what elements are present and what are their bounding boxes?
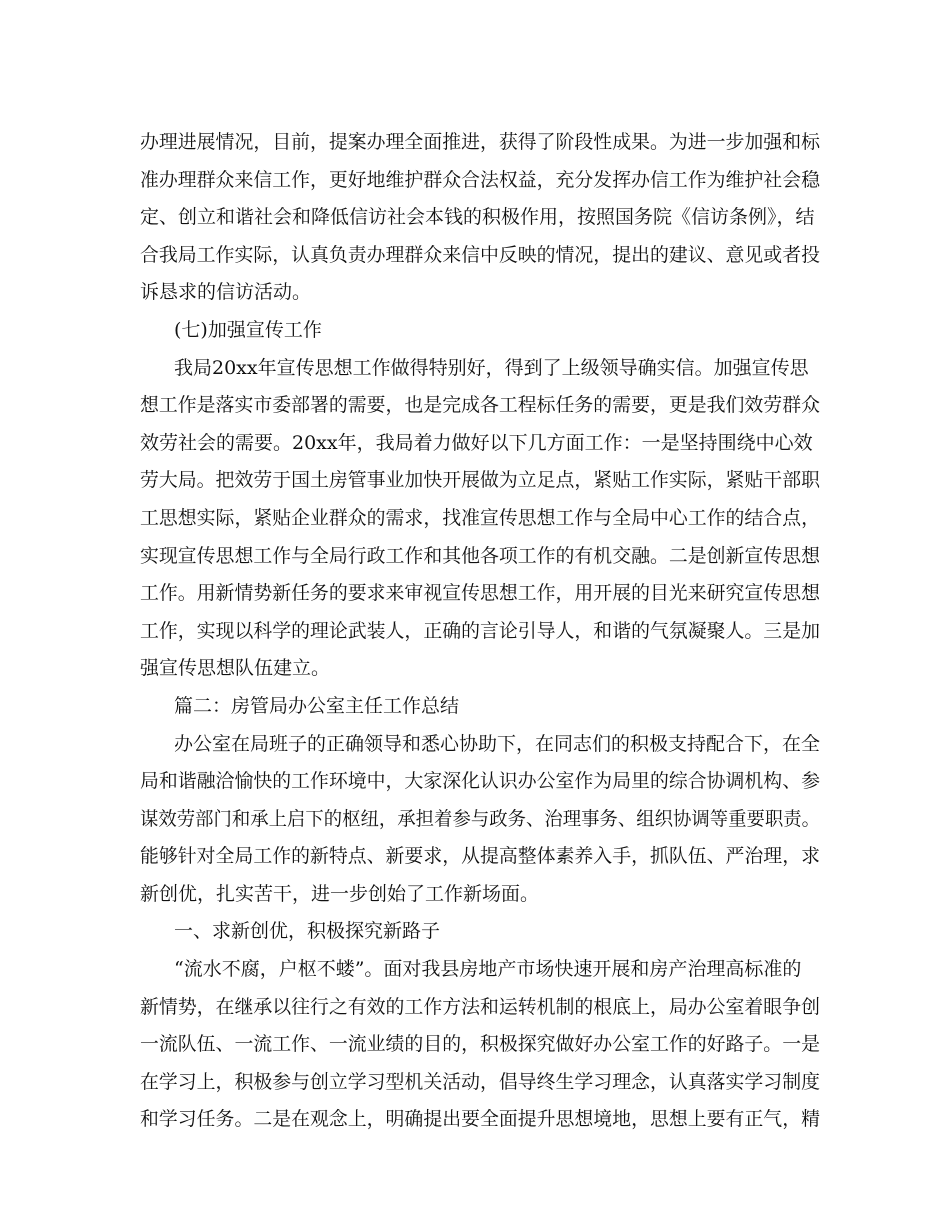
text-line: 一、求新创优，积极探究新路子: [174, 920, 441, 943]
text-line: 工思想实际，紧贴企业群众的需求，找准宣传思想工作与全局中心工作的结合点，: [140, 506, 820, 529]
text-line: “流水不腐，户枢不蝼”。面对我县房地产市场快速开展和房产治理高标准的: [174, 958, 802, 981]
text-line: 办理进展情况，目前，提案办理全面推进，获得了阶段性成果。为进一步加强和标: [140, 131, 820, 153]
text-line: 准办理群众来信工作，更好地维护群众合法权益，充分发挥办信工作为维护社会稳: [140, 168, 820, 191]
text-line: 效劳社会的需要。20xx年，我局着力做好以下几方面工作：一是坚持围绕中心效: [140, 431, 813, 454]
text-line: 篇二：房管局办公室主任工作总结: [174, 694, 460, 717]
text-line: 定、创立和谐社会和降低信访社会本钱的积极作用，按照国务院《信访条例》，结: [140, 206, 815, 229]
text-line: 一流队伍、一流工作、一流业绩的目的，积极探究做好办公室工作的好路子。一是: [140, 1033, 820, 1056]
text-line: 合我局工作实际，认真负责办理群众来信中反映的情况，提出的建议、意见或者投: [140, 243, 820, 266]
text-line: 办公室在局班子的正确领导和悉心协助下，在同志们的积极支持配合下，在全: [174, 732, 821, 755]
text-line: 新情势，在继承以往行之有效的工作方法和运转机制的根底上，局办公室着眼争创: [140, 995, 820, 1018]
text-line: 强宣传思想队伍建立。: [140, 657, 331, 680]
text-line: 工作，实现以科学的理论武装人，正确的言论引导人，和谐的气氛凝聚人。三是加: [140, 619, 820, 642]
text-line: 诉恳求的信访活动。: [140, 281, 312, 304]
document-body: [140, 124, 820, 1139]
text-line: 局和谐融洽愉快的工作环境中，大家深化认识办公室作为局里的综合协调机构、参: [140, 770, 820, 793]
text-line: 想工作是落实市委部署的需要，也是完成各工程标任务的需要，更是我们效劳群众: [140, 394, 820, 417]
text-line: 新创优，扎实苦干，进一步创始了工作新场面。: [140, 882, 540, 905]
text-line: 劳大局。把效劳于国土房管事业加快开展做为立足点，紧贴工作实际，紧贴干部职: [140, 469, 820, 492]
text-line: 能够针对全局工作的新特点、新要求，从提高整体素养入手，抓队伍、严治理，求: [140, 845, 820, 868]
text-line: 我局20xx年宣传思想工作做得特别好，得到了上级领导确实信。加强宣传思: [174, 356, 809, 379]
text-line: 谋效劳部门和承上启下的枢纽，承担着参与政务、治理事务、组织协调等重要职责。: [140, 807, 821, 830]
text-line: 实现宣传思想工作与全局行政工作和其他各项工作的有机交融。二是创新宣传思想: [140, 544, 820, 567]
text-line: 在学习上，积极参与创立学习型机关活动，倡导终生学习理念，认真落实学习制度: [140, 1070, 820, 1093]
text-line: 和学习任务。二是在观念上，明确提出要全面提升思想境地，思想上要有正气，精: [140, 1108, 820, 1131]
text-line: (七)加强宣传工作: [174, 318, 322, 341]
text-line: 工作。用新情势新任务的要求来审视宣传思想工作，用开展的目光来研究宣传思想: [140, 582, 820, 605]
